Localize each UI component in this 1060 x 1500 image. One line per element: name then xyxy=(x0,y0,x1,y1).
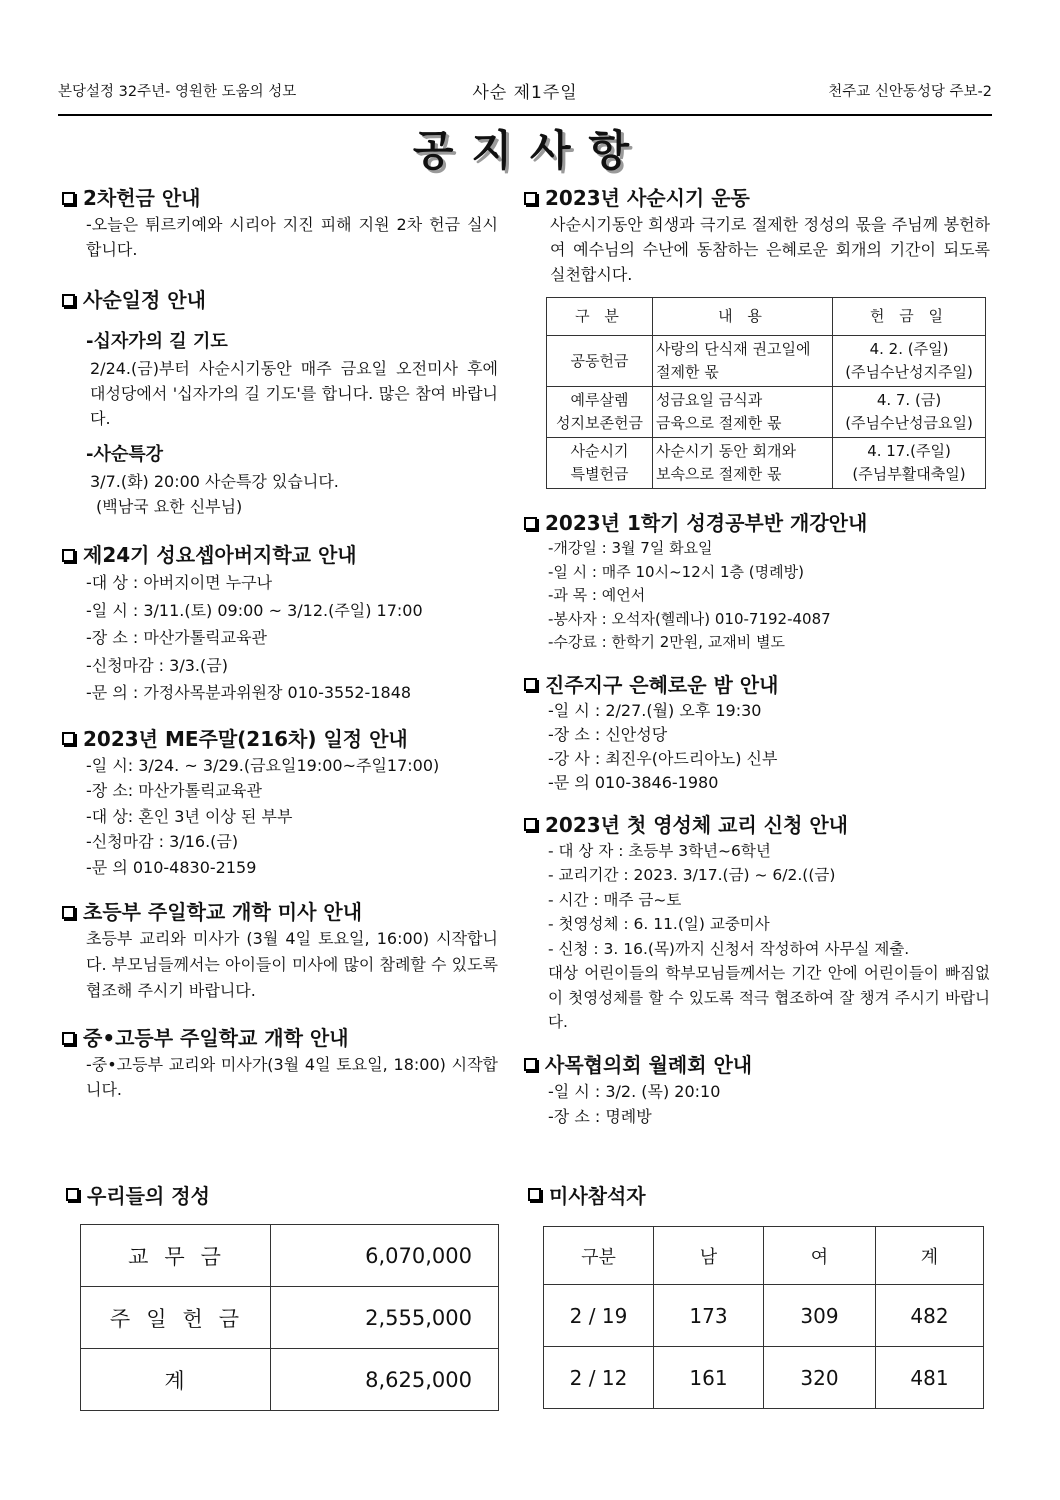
table-cell: 4. 17.(주일) (주님부활대축일) xyxy=(833,438,986,489)
table-cell: 계 xyxy=(81,1349,271,1411)
table-row xyxy=(544,1285,984,1347)
list-item: -장 소 : 명례방 xyxy=(548,1106,652,1126)
section-text: -오늘은 튀르키예와 시리아 지진 피해 지원 2차 헌금 실시 합니다. xyxy=(86,215,498,259)
table-cell: 173 xyxy=(654,1285,764,1347)
checkbox-bullet-icon xyxy=(524,1058,537,1071)
table-cell: 사순시기 특별헌금 xyxy=(547,438,653,489)
table-cell: 161 xyxy=(654,1347,764,1409)
checkbox-bullet-icon xyxy=(528,1188,541,1201)
table-cell: 2 / 12 xyxy=(544,1347,654,1409)
notice-first-communion xyxy=(524,811,990,1035)
table-cell: 예루살렘 성지보존헌금 xyxy=(547,387,653,438)
table-header-row xyxy=(547,298,986,336)
list-item: - 대 상 자 : 초등부 3학년~6학년 xyxy=(548,841,771,860)
section-title: 제24기 성요셉아버지학교 안내 xyxy=(83,543,357,567)
list-item: -봉사자 : 오석자(헬레나) 010-7192-4087 xyxy=(548,609,831,628)
table-row xyxy=(547,336,986,387)
table-cell: 8,625,000 xyxy=(271,1349,499,1411)
subsection-title: -사순특강 xyxy=(86,444,164,465)
table-cell: 사랑의 단식재 권고일에 절제한 몫 xyxy=(653,336,833,387)
list-item: -일 시 : 3/11.(토) 09:00 ~ 3/12.(주일) 17:00 xyxy=(86,600,423,620)
list-item: -일 시 : 2/27.(월) 오후 19:30 xyxy=(548,700,762,720)
table-row xyxy=(81,1225,499,1287)
table-cell: 2 / 19 xyxy=(544,1285,654,1347)
header-center: 사순 제1주일 xyxy=(472,83,578,103)
table-header: 내 용 xyxy=(653,298,833,336)
table-row xyxy=(81,1287,499,1349)
table-header: 헌 금 일 xyxy=(833,298,986,336)
table-row xyxy=(547,438,986,489)
section-title: 2차헌금 안내 xyxy=(83,186,201,210)
section-title: 2023년 1학기 성경공부반 개강안내 xyxy=(545,511,868,535)
checkbox-bullet-icon xyxy=(62,549,75,562)
header-divider xyxy=(58,114,992,116)
list-item: -문 의 010-4830-2159 xyxy=(86,857,257,877)
checkbox-bullet-icon xyxy=(62,192,75,205)
list-item: -신청마감 : 3/3.(금) xyxy=(86,655,228,675)
attendance-title: 미사참석자 xyxy=(528,1180,646,1209)
list-item: -수강료 : 한학기 2만원, 교재비 별도 xyxy=(548,633,785,651)
list-item: - 교리기간 : 2023. 3/17.(금) ~ 6/2.((금) xyxy=(548,866,836,884)
table-row xyxy=(81,1349,499,1411)
list-item: -일 시: 3/24. ~ 3/29.(금요일19:00~주일17:00) xyxy=(86,755,440,775)
list-item: -개강일 : 3월 7일 화요일 xyxy=(548,539,713,557)
list-item: -과 목 : 예언서 xyxy=(548,586,646,604)
table-cell: 309 xyxy=(764,1285,876,1347)
table-header: 계 xyxy=(876,1227,984,1285)
donations-title: 우리들의 정성 xyxy=(66,1180,210,1209)
section-title: 초등부 주일학교 개학 미사 안내 xyxy=(83,900,363,924)
notice-me-weekend xyxy=(62,725,498,881)
notice-elementary-school xyxy=(62,898,498,1004)
notice-lent-schedule xyxy=(62,286,498,519)
table-header-row xyxy=(544,1227,984,1285)
table-row xyxy=(544,1347,984,1409)
subsection-text: 2/24.(금)부터 사순시기동안 매주 금요일 오전미사 후에 대성당에서 '십자가의 길 기도'를 합니다. 많은 참여 바랍니다. xyxy=(90,359,498,428)
list-item: -대 상: 혼인 3년 이상 된 부부 xyxy=(86,806,293,826)
checkbox-bullet-icon xyxy=(62,1032,75,1045)
table-header: 남 xyxy=(654,1227,764,1285)
checkbox-bullet-icon xyxy=(62,906,75,919)
right-column xyxy=(524,184,990,1145)
donations-table xyxy=(80,1224,499,1411)
table-cell: 공동헌금 xyxy=(547,336,653,387)
left-column xyxy=(62,184,498,1118)
section-text: -중•고등부 교리와 미사가(3월 4일 토요일, 18:00) 시작합니다. xyxy=(86,1055,498,1099)
section-title: 중•고등부 주일학교 개학 안내 xyxy=(83,1026,349,1050)
lent-offering-table xyxy=(546,297,986,489)
checkbox-bullet-icon xyxy=(524,818,537,831)
section-title: 2023년 사순시기 운동 xyxy=(545,186,750,210)
list-item: - 첫영성체 : 6. 11.(일) 교중미사 xyxy=(548,915,770,933)
notice-lent-campaign xyxy=(524,184,990,489)
table-cell: 4. 2. (주일) (주님수난성지주일) xyxy=(833,336,986,387)
table-cell: 4. 7. (금) (주님수난성금요일) xyxy=(833,387,986,438)
page-title: 공지사항 xyxy=(412,126,648,175)
checkbox-bullet-icon xyxy=(524,678,537,691)
checkbox-bullet-icon xyxy=(524,192,537,205)
table-header: 구 분 xyxy=(547,298,653,336)
checkbox-bullet-icon xyxy=(66,1188,79,1201)
list-item: -문 의 010-3846-1980 xyxy=(548,772,719,792)
table-cell: 482 xyxy=(876,1285,984,1347)
checkbox-bullet-icon xyxy=(62,732,75,745)
section-text: 대상 어린이들의 학부모님들께서는 기간 안에 어린이들이 빠짐없이 첫영성체를 할 수 있도록 적극 협조하여 잘 챙겨 주시기 바랍니다. xyxy=(548,964,990,1031)
notice-pastoral-council xyxy=(524,1051,990,1129)
header-left: 본당설정 32주년- 영원한 도움의 성모 xyxy=(58,84,297,100)
header-right: 천주교 신안동성당 주보-2 xyxy=(828,84,992,100)
table-cell: 성금요일 금식과 금육으로 절제한 몫 xyxy=(653,387,833,438)
list-item: -신청마감 : 3/16.(금) xyxy=(86,832,239,851)
table-cell: 320 xyxy=(764,1347,876,1409)
section-title: 2023년 ME주말(216차) 일정 안내 xyxy=(83,726,408,751)
list-item: - 신청 : 3. 16.(목)까지 신청서 작성하여 사무실 제출. xyxy=(548,939,910,958)
section-title: 사순일정 안내 xyxy=(83,288,206,312)
list-item: -장 소: 마산가톨릭교육관 xyxy=(86,781,262,800)
table-cell: 사순시기 동안 회개와 보속으로 절제한 몫 xyxy=(653,438,833,489)
list-item: - 시간 : 매주 금~토 xyxy=(548,890,682,909)
notice-second-collection xyxy=(62,184,498,262)
table-header: 구분 xyxy=(544,1227,654,1285)
table-cell: 481 xyxy=(876,1347,984,1409)
subsection-title: -십자가의 길 기도 xyxy=(86,331,228,352)
section-title: 2023년 첫 영성체 교리 신청 안내 xyxy=(545,812,848,837)
notice-bible-study xyxy=(524,509,990,655)
table-cell: 6,070,000 xyxy=(271,1225,499,1287)
list-item: -장 소 : 신안성당 xyxy=(548,724,668,744)
list-item: -문 의 : 가정사목분과위원장 010-3552-1848 xyxy=(86,683,412,702)
notice-father-school xyxy=(62,541,498,707)
list-item: -일 시 : 매주 10시~12시 1층 (명례방) xyxy=(548,562,804,581)
table-cell: 주일헌금 xyxy=(81,1287,271,1349)
section-text: 사순시기동안 희생과 극기로 절제한 정성의 몫을 주님께 봉헌하여 예수님의 수난에 동참하는 은혜로운 회개의 기간이 되도록 실천합시다. xyxy=(550,215,990,284)
table-header: 여 xyxy=(764,1227,876,1285)
table-row xyxy=(547,387,986,438)
checkbox-bullet-icon xyxy=(524,517,537,530)
list-item: -장 소 : 마산가톨릭교육관 xyxy=(86,628,267,647)
notice-middle-high-school xyxy=(62,1024,498,1102)
section-title: 사목협의회 월례회 안내 xyxy=(545,1052,753,1077)
list-item: -대 상 : 아버지이면 누구나 xyxy=(86,573,273,592)
section-text: 초등부 교리와 미사가 (3월 4일 토요일, 16:00) 시작합니다. 부모님들께서는 아이들이 미사에 많이 참례할 수 있도록 협조해 주시기 바랍니다. xyxy=(86,929,498,1000)
table-cell: 2,555,000 xyxy=(271,1287,499,1349)
attendance-table xyxy=(543,1226,984,1409)
table-cell: 교무금 xyxy=(81,1225,271,1287)
subsection-text: (백남국 요한 신부님) xyxy=(96,497,243,516)
section-title: 진주지구 은혜로운 밤 안내 xyxy=(545,672,779,697)
notice-grace-night xyxy=(524,671,990,795)
list-item: -일 시 : 3/2. (목) 20:10 xyxy=(548,1081,721,1101)
list-item: -강 사 : 최진우(아드리아노) 신부 xyxy=(548,748,778,768)
checkbox-bullet-icon xyxy=(62,294,75,307)
page-header xyxy=(58,78,992,108)
subsection-text: 3/7.(화) 20:00 사순특강 있습니다. xyxy=(90,472,339,491)
